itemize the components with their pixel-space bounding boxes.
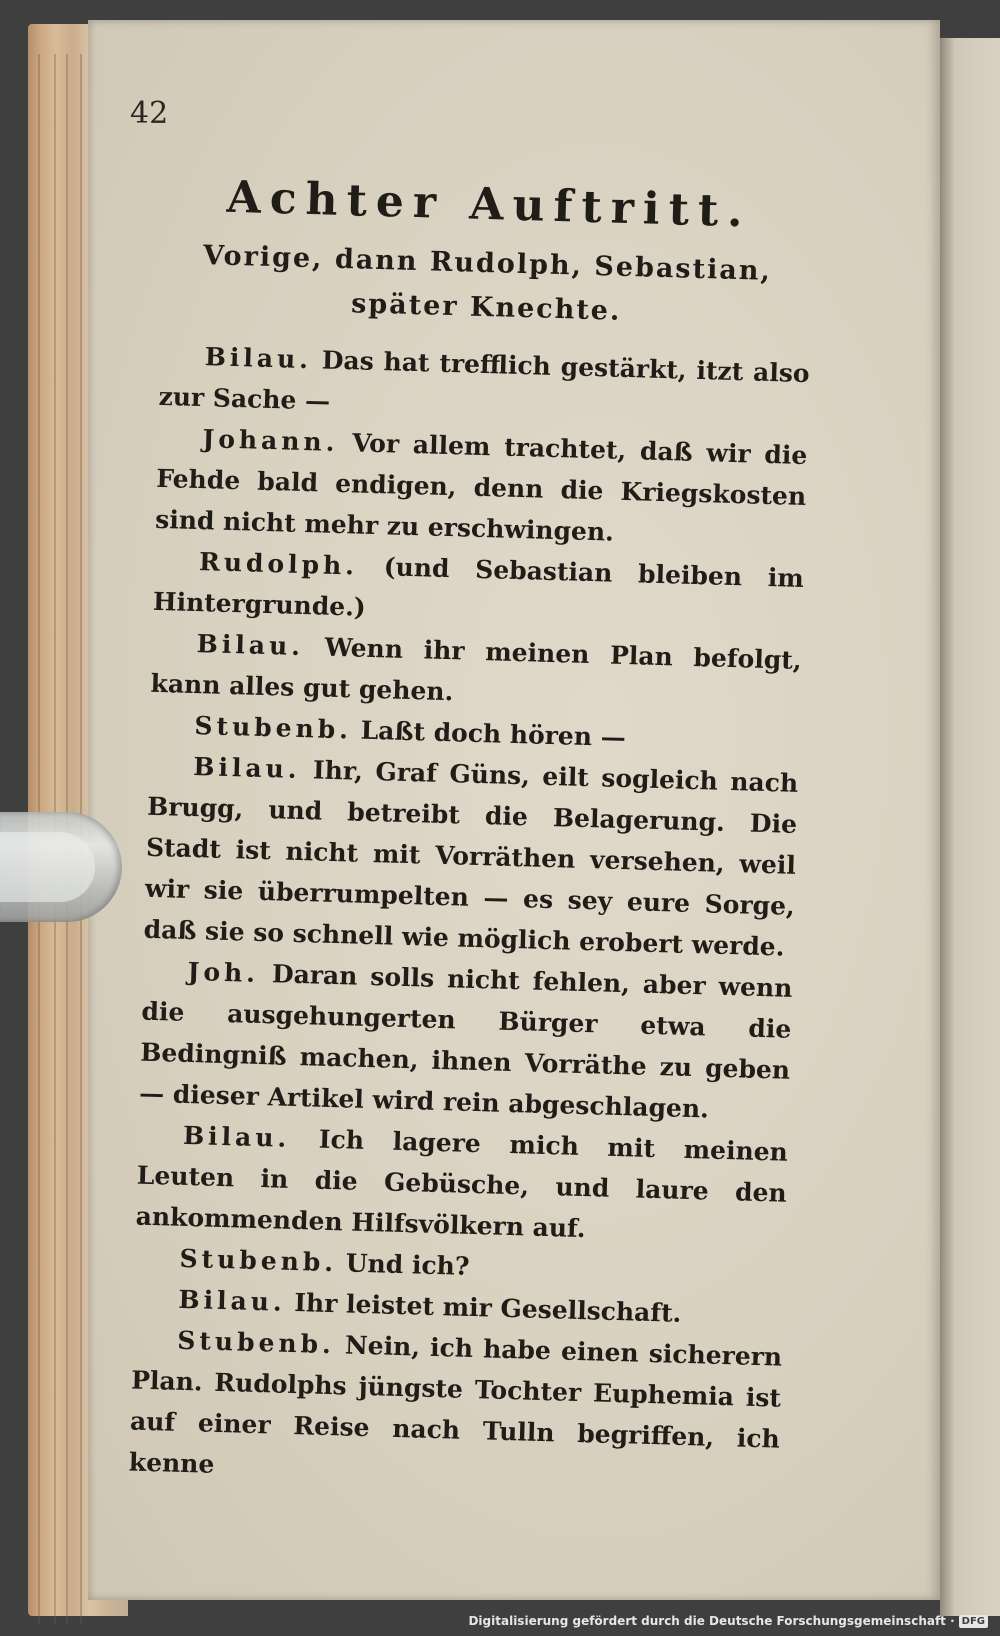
dialogue-paragraph	[155, 417, 808, 558]
scene-heading: Achter Auftritt.	[226, 171, 753, 238]
page-text	[128, 170, 814, 1501]
speaker-name: Bilau.	[182, 1120, 291, 1153]
dialogue-paragraph	[139, 950, 793, 1132]
speaker-name: Bilau.	[192, 752, 301, 785]
dialogue-paragraph	[143, 745, 798, 968]
page-number: 42	[130, 96, 169, 131]
scene-cast-line-2: später Knechte.	[350, 288, 622, 327]
dfg-logo-icon: DFG	[959, 1615, 988, 1628]
dialogue-text: Daran solls nicht fehlen, aber wenn die ausgehungerten Bürger etwa die Bedingniß machen, ihnen Vorräthe zu geben — dieser Artikel wird rein abgeschlagen.	[138, 959, 793, 1124]
speaker-name: Stubenb.	[179, 1243, 338, 1278]
dialogue-text: Und ich?	[345, 1248, 470, 1281]
dialogue-text: Ich lagere mich mit meinen Leuten in die Gebüsche, und laure den ankommenden Hilfsvölkern auf.	[135, 1124, 789, 1244]
dialogue-text: Nein, ich habe einen sicherern Plan. Rudolphs jüngste Tochter Euphemia ist auf einer Reise nach Tulln begriffen, ich kenne	[128, 1330, 783, 1479]
page-clip-highlight	[0, 832, 95, 902]
speaker-name: Joh.	[187, 956, 260, 988]
dialogue-text: Ihr leistet mir Gesellschaft.	[293, 1288, 682, 1328]
footer-text: Digitalisierung gefördert durch die Deutsche Forschungsgemeinschaft ·	[468, 1614, 955, 1628]
speaker-name: Stubenb.	[176, 1325, 336, 1360]
digitization-footer	[468, 1610, 988, 1632]
dialogue-text: Vor allem trachtet, daß wir die Fehde bald endigen, denn die Kriegskosten sind nicht mehr zu erschwingen.	[154, 428, 808, 547]
scene-cast-line-1: Vorige, dann Rudolph, Sebastian,	[202, 240, 773, 287]
speaker-name: Bilau.	[196, 629, 305, 662]
speaker-name: Johann.	[202, 424, 339, 457]
dialogue-text: Wenn ihr meinen Plan befolgt, kann alles gut gehen.	[150, 632, 802, 707]
dialogue-text: Ihr, Graf Güns, eilt sogleich nach Brugg, und betreibt die Belagerung. Die Stadt ist nicht mit Vorräthen versehen, weil wir sie überrumpelten — es sey eure Sorge, daß sie so schnell wie möglich erobert werde.	[143, 755, 799, 962]
speaker-name: Stubenb.	[194, 711, 353, 745]
dialogue-text: (und Sebastian bleiben im Hintergrunde.)	[152, 552, 805, 622]
dialogue-paragraph	[128, 1319, 782, 1501]
speaker-name: Rudolph.	[198, 547, 359, 581]
right-neighbour-page	[940, 38, 1000, 1616]
dialogue-text: Laßt doch hören —	[360, 715, 627, 753]
dialogue-paragraph	[135, 1114, 788, 1255]
speaker-name: Bilau.	[204, 342, 313, 375]
scene-cast	[161, 233, 813, 339]
dialogue-text: Das hat trefflich gestärkt, itzt also zur Sache —	[158, 345, 810, 416]
speaker-name: Bilau.	[178, 1284, 287, 1317]
